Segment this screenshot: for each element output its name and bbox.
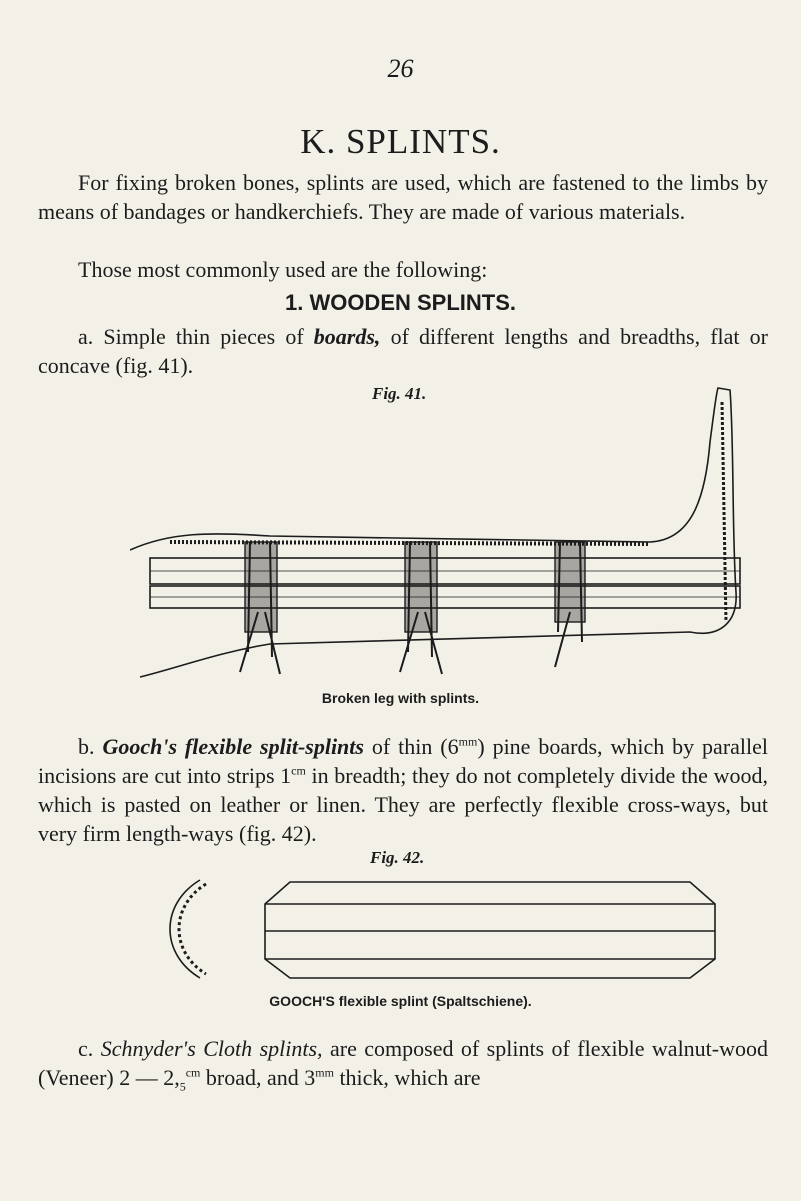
fig42-caption: GOOCH'S flexible splint (Spaltschiene). bbox=[269, 993, 532, 1009]
item-b-label: b. bbox=[78, 734, 95, 759]
unit-cm: cm bbox=[185, 1065, 201, 1080]
intro-paragraph-2: Those most commonly used are the following: bbox=[78, 257, 488, 282]
fig41-caption: Broken leg with splints. bbox=[321, 690, 480, 706]
fig41-illustration bbox=[130, 382, 770, 682]
unit-mm: mm bbox=[458, 734, 478, 749]
fig42-illustration bbox=[140, 874, 740, 984]
item-a-text: of different lengths and breadths, flat or concave (fig. 41). bbox=[38, 324, 769, 378]
fig42-label: Fig. 42. bbox=[370, 848, 425, 867]
item-a-label: a. Simple thin pieces of bbox=[78, 324, 304, 349]
item-b-paragraph bbox=[38, 732, 768, 848]
item-c-label: c. bbox=[78, 1036, 94, 1061]
section-heading: 1. WOODEN SPLINTS. bbox=[284, 290, 517, 315]
intro-paragraph: For fixing broken bones, splints are used, which are fastened to the limbs by means of bandages or handkerchiefs. They are made of various materials. bbox=[38, 170, 768, 224]
item-c-text-3: thick, which are bbox=[339, 1065, 481, 1090]
page-number: 26 bbox=[387, 54, 414, 83]
item-c-text-2: broad, and 3 bbox=[205, 1065, 316, 1090]
item-b-text-2: ) pine boards, which by parallel incisions are cut into strips 1 bbox=[38, 734, 769, 788]
item-b-emphasis: Gooch's flexible split-splints bbox=[102, 734, 364, 759]
decimal-subscript: 5 bbox=[179, 1079, 186, 1094]
page-title: K. SPLINTS. bbox=[300, 122, 501, 161]
item-b-text-3: in breadth; they do not completely divide the wood, which is pasted on leather or linen. They are perfectly flexible cross-ways, but very firm length-ways (fig. 42). bbox=[38, 763, 768, 846]
item-c-paragraph bbox=[38, 1034, 768, 1092]
fig41-label: Fig. 41. bbox=[372, 384, 427, 403]
item-a-emphasis: boards, bbox=[313, 324, 381, 349]
unit-cm: cm bbox=[291, 763, 306, 778]
item-c-emphasis: Schnyder's Cloth splints, bbox=[100, 1036, 323, 1061]
item-a-paragraph bbox=[38, 322, 768, 380]
unit-mm: mm bbox=[315, 1065, 334, 1080]
item-b-text-1: of thin (6 bbox=[371, 734, 459, 759]
item-c-text-1: are composed of splints of flexible walnut-wood (Veneer) 2 — 2, bbox=[38, 1036, 769, 1090]
